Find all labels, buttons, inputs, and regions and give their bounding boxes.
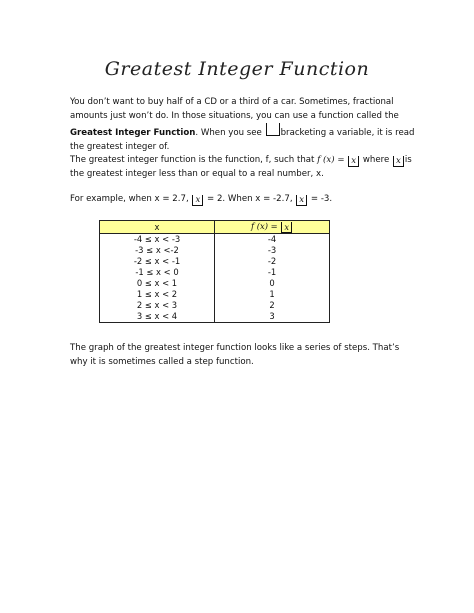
definition-paragraph bbox=[70, 154, 415, 181]
example-floor-x-1: x bbox=[192, 195, 203, 206]
table-header-x: x bbox=[100, 221, 215, 234]
table-cell-fx: -4 bbox=[215, 234, 330, 246]
example-text-2: = 2. When x = -2.7, bbox=[207, 194, 293, 204]
intro-text-1: You don’t want to buy half of a CD or a third of a car. Sometimes, fractional amounts just won’t do. In those situations, you can use a function called the bbox=[70, 97, 399, 121]
header-floor-x: x bbox=[281, 222, 292, 233]
page-title: Greatest Integer Function bbox=[104, 58, 370, 80]
example-text-1: For example, when x = 2.7, bbox=[70, 194, 189, 204]
table-cell-fx: -2 bbox=[215, 256, 330, 267]
table-row bbox=[100, 278, 330, 289]
table-cell-x: -2 ≤ x < -1 bbox=[100, 256, 215, 267]
intro-text-3: bracketing a variable, it is read the greatest integer of. bbox=[70, 128, 415, 152]
table-cell-x: -3 ≤ x <-2 bbox=[100, 245, 215, 256]
example-floor-x-2: x bbox=[296, 195, 307, 206]
definition-text-2: where bbox=[362, 155, 390, 165]
intro-text-2: . When you see bbox=[195, 128, 262, 138]
values-table bbox=[99, 220, 330, 323]
table-row bbox=[100, 311, 330, 323]
table-cell-x: 3 ≤ x < 4 bbox=[100, 311, 215, 323]
table-cell-x: -1 ≤ x < 0 bbox=[100, 267, 215, 278]
table-cell-x: 1 ≤ x < 2 bbox=[100, 289, 215, 300]
definition-fx: f (x) = bbox=[317, 155, 348, 165]
intro-paragraph bbox=[70, 96, 415, 154]
example-text-3: = -3. bbox=[310, 194, 333, 204]
table-row bbox=[100, 245, 330, 256]
table-cell-fx: 3 bbox=[215, 311, 330, 323]
table-row bbox=[100, 267, 330, 278]
table-cell-fx: 0 bbox=[215, 278, 330, 289]
table-cell-fx: -1 bbox=[215, 267, 330, 278]
table-header-row bbox=[100, 221, 330, 234]
definition-floor-x-2: x bbox=[393, 156, 404, 167]
table-cell-x: 0 ≤ x < 1 bbox=[100, 278, 215, 289]
table-cell-fx: 1 bbox=[215, 289, 330, 300]
closing-paragraph: The graph of the greatest integer function looks like a series of steps. That’s why it is sometimes called a step function. bbox=[70, 343, 400, 367]
table-row bbox=[100, 256, 330, 267]
table-row bbox=[100, 300, 330, 311]
table-row bbox=[100, 289, 330, 300]
table-cell-fx: 2 bbox=[215, 300, 330, 311]
floor-bracket-symbol bbox=[266, 123, 280, 136]
table-row bbox=[100, 234, 330, 246]
example-paragraph bbox=[70, 193, 415, 207]
table-cell-x: -4 ≤ x < -3 bbox=[100, 234, 215, 246]
table-cell-fx: -3 bbox=[215, 245, 330, 256]
intro-bold-term: Greatest Integer Function bbox=[70, 128, 196, 138]
definition-text-3: is the greatest integer less than or equal to a real number, x. bbox=[70, 155, 412, 179]
definition-text-1: The greatest integer function is the function, f, such that bbox=[70, 155, 315, 165]
table-header-fx bbox=[215, 221, 330, 234]
definition-floor-x: x bbox=[348, 156, 359, 167]
header-fx-label: f (x) = bbox=[250, 221, 281, 231]
table-cell-x: 2 ≤ x < 3 bbox=[100, 300, 215, 311]
table-body bbox=[100, 234, 330, 323]
